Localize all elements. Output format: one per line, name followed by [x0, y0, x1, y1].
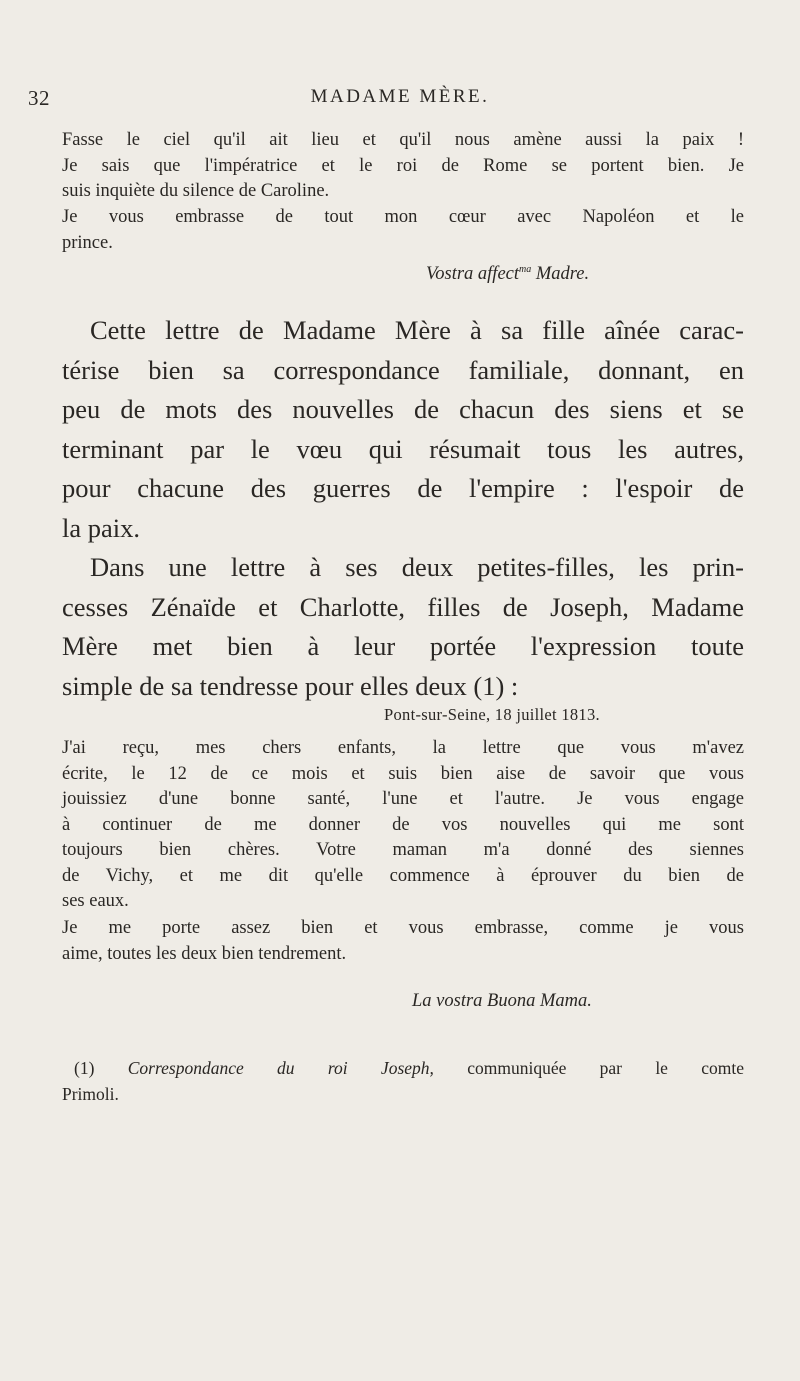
footnote	[62, 1056, 744, 1107]
text-line: Fasse le ciel qu'il ait lieu et qu'il nous amène aussi la paix !	[62, 130, 744, 150]
text-line: ses eaux.	[62, 891, 129, 911]
footnote-line: (1) Correspondance du roi Joseph, communiquée par le comte	[74, 1058, 745, 1078]
text-line: peu de mots des nouvelles de chacun des siens et se	[62, 394, 744, 424]
letter2-paragraph-1	[62, 736, 744, 915]
body-paragraph-1	[62, 311, 744, 548]
text-line: Je me porte assez bien et vous embrasse, comme je vous	[62, 918, 744, 938]
text-line: Je vous embrasse de tout mon cœur avec Napoléon et le	[62, 207, 744, 227]
footnote-line: Primoli.	[62, 1083, 119, 1104]
text-line: Dans une lettre à ses deux petites-filles, les prin-	[90, 552, 744, 582]
text-line: J'ai reçu, mes chers enfants, la lettre que vous m'avez	[62, 738, 744, 758]
text-line: térise bien sa correspondance familiale, donnant, en	[62, 354, 744, 385]
letter2-paragraph-2	[62, 916, 744, 967]
running-title: MADAME MÈRE.	[310, 86, 490, 107]
body-paragraph-2	[62, 548, 744, 706]
text-line: Cette lettre de Madame Mère à sa fille aînée carac-	[90, 315, 744, 345]
letter2-signature: La vostra Buona Mama.	[412, 991, 592, 1011]
text-line: Mère met bien à leur portée l'expression toute	[62, 631, 744, 661]
page-header	[0, 86, 800, 110]
text-line: suis inquiète du silence de Caroline.	[62, 181, 330, 201]
letter1-signature: Vostra affect$^{ma}$ Madre.	[426, 264, 590, 285]
text-line: simple de sa tendresse pour elles deux (1) :	[62, 670, 519, 701]
text-line: Je sais que l'impératrice et le roi de Rome se portent bien. Je	[62, 155, 744, 176]
page-number: 32	[28, 86, 50, 110]
text-line: la paix.	[62, 512, 140, 543]
text-line: à continuer de me donner de vos nouvelles qui me sont	[62, 814, 744, 835]
text-line: jouissiez d'une bonne santé, l'une et l'autre. Je vous engage	[62, 789, 744, 809]
letter2-dateline: Pont-sur-Seine, 18 juillet 1813.	[384, 705, 600, 724]
text-line: aime, toutes les deux bien tendrement.	[62, 943, 347, 964]
text-line: cesses Zénaïde et Charlotte, filles de Joseph, Madame	[62, 591, 744, 622]
text-line: prince.	[62, 232, 113, 253]
text-line: pour chacune des guerres de l'empire : l'espoir de	[62, 473, 744, 503]
letter1-paragraph	[62, 128, 744, 205]
text-line: terminant par le vœu qui résumait tous les autres,	[62, 433, 744, 464]
text-line: toujours bien chères. Votre maman m'a donné des siennes	[62, 840, 744, 860]
letter1-closing-paragraph	[62, 205, 744, 256]
text-line: écrite, le 12 de ce mois et suis bien aise de savoir que vous	[62, 763, 744, 784]
text-line: de Vichy, et me dit qu'elle commence à éprouver du bien de	[62, 865, 744, 886]
